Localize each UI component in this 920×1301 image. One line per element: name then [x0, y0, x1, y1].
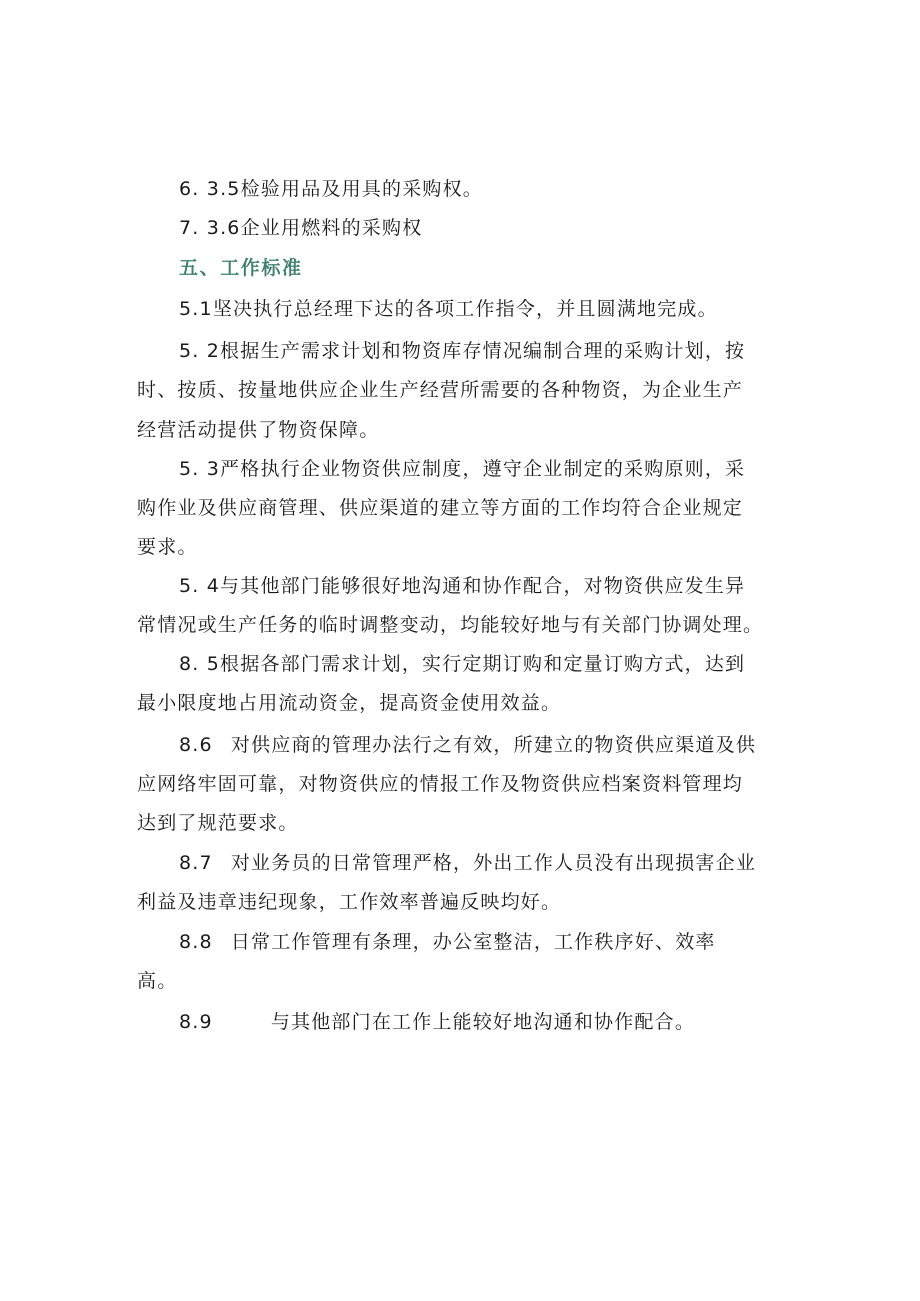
paragraph-8-5-line-2: 最小限度地占用流动资金，提高资金使用效益。: [137, 692, 562, 714]
list-item-6: [179, 177, 483, 201]
paragraph-5-3-line-3: 要求。: [137, 536, 198, 558]
paragraph-8-5-line-1: 8. 5根据各部门需求计划，实行定期订购和定量订购方式，达到: [179, 653, 746, 675]
list-number: 6.: [179, 178, 200, 200]
paragraph-number: 8.8: [179, 931, 213, 953]
paragraph-number: 8.9: [179, 1011, 213, 1033]
paragraph-5-2-line-2: 时、按质、按量地供应企业生产经营所需要的各种物资，为企业生产: [137, 379, 744, 401]
paragraph-number: 8.7: [179, 852, 213, 874]
paragraph-8-8-line-1: [179, 930, 716, 954]
paragraph-5-3-line-2: 购作业及供应商管理、供应渠道的建立等方面的工作均符合企业规定: [137, 497, 744, 519]
paragraph-8-7-line-1: [179, 851, 756, 875]
paragraph-8-9-line-1: [179, 1010, 695, 1034]
paragraph-8-7-line-2: 利益及违章违纪现象，工作效率普遍反映均好。: [137, 891, 562, 913]
paragraph-text: 对业务员的日常管理严格，外出工作人员没有出现损害企业: [230, 852, 757, 874]
paragraph-8-6-line-2: 应网络牢固可靠，对物资供应的情报工作及物资供应档案资料管理均: [137, 773, 744, 795]
paragraph-text: 对供应商的管理办法行之有效，所建立的物资供应渠道及供: [230, 734, 757, 756]
paragraph-5-4-line-1: 5. 4与其他部门能够很好地沟通和协作配合，对物资供应发生异: [179, 575, 746, 597]
paragraph-5-3-line-1: 5. 3严格执行企业物资供应制度，遵守企业制定的采购原则，采: [179, 458, 746, 480]
section-heading: 五、工作标准: [179, 257, 303, 279]
paragraph-8-6-line-3: 达到了规范要求。: [137, 812, 299, 834]
paragraph-5-2-line-1: 5. 2根据生产需求计划和物资库存情况编制合理的采购计划，按: [179, 340, 746, 362]
paragraph-5-1: 5.1坚决执行总经理下达的各项工作指令，并且圆满地完成。: [179, 298, 718, 320]
list-number: 7.: [179, 217, 200, 239]
list-item-7: [179, 216, 422, 240]
paragraph-5-4-line-2: 常情况或生产任务的临时调整变动，均能较好地与有关部门协调处理。: [137, 614, 764, 636]
list-text: 3.5检验用品及用具的采购权。: [206, 178, 483, 200]
paragraph-8-6-line-1: [179, 733, 756, 757]
paragraph-8-8-line-2: 高。: [137, 970, 178, 992]
list-text: 3.6企业用燃料的采购权: [206, 217, 423, 239]
paragraph-text: 与其他部门在工作上能较好地沟通和协作配合。: [270, 1011, 696, 1033]
paragraph-text: 日常工作管理有条理，办公室整洁，工作秩序好、效率: [230, 931, 716, 953]
paragraph-5-2-line-3: 经营活动提供了物资保障。: [137, 419, 380, 441]
paragraph-number: 8.6: [179, 734, 213, 756]
